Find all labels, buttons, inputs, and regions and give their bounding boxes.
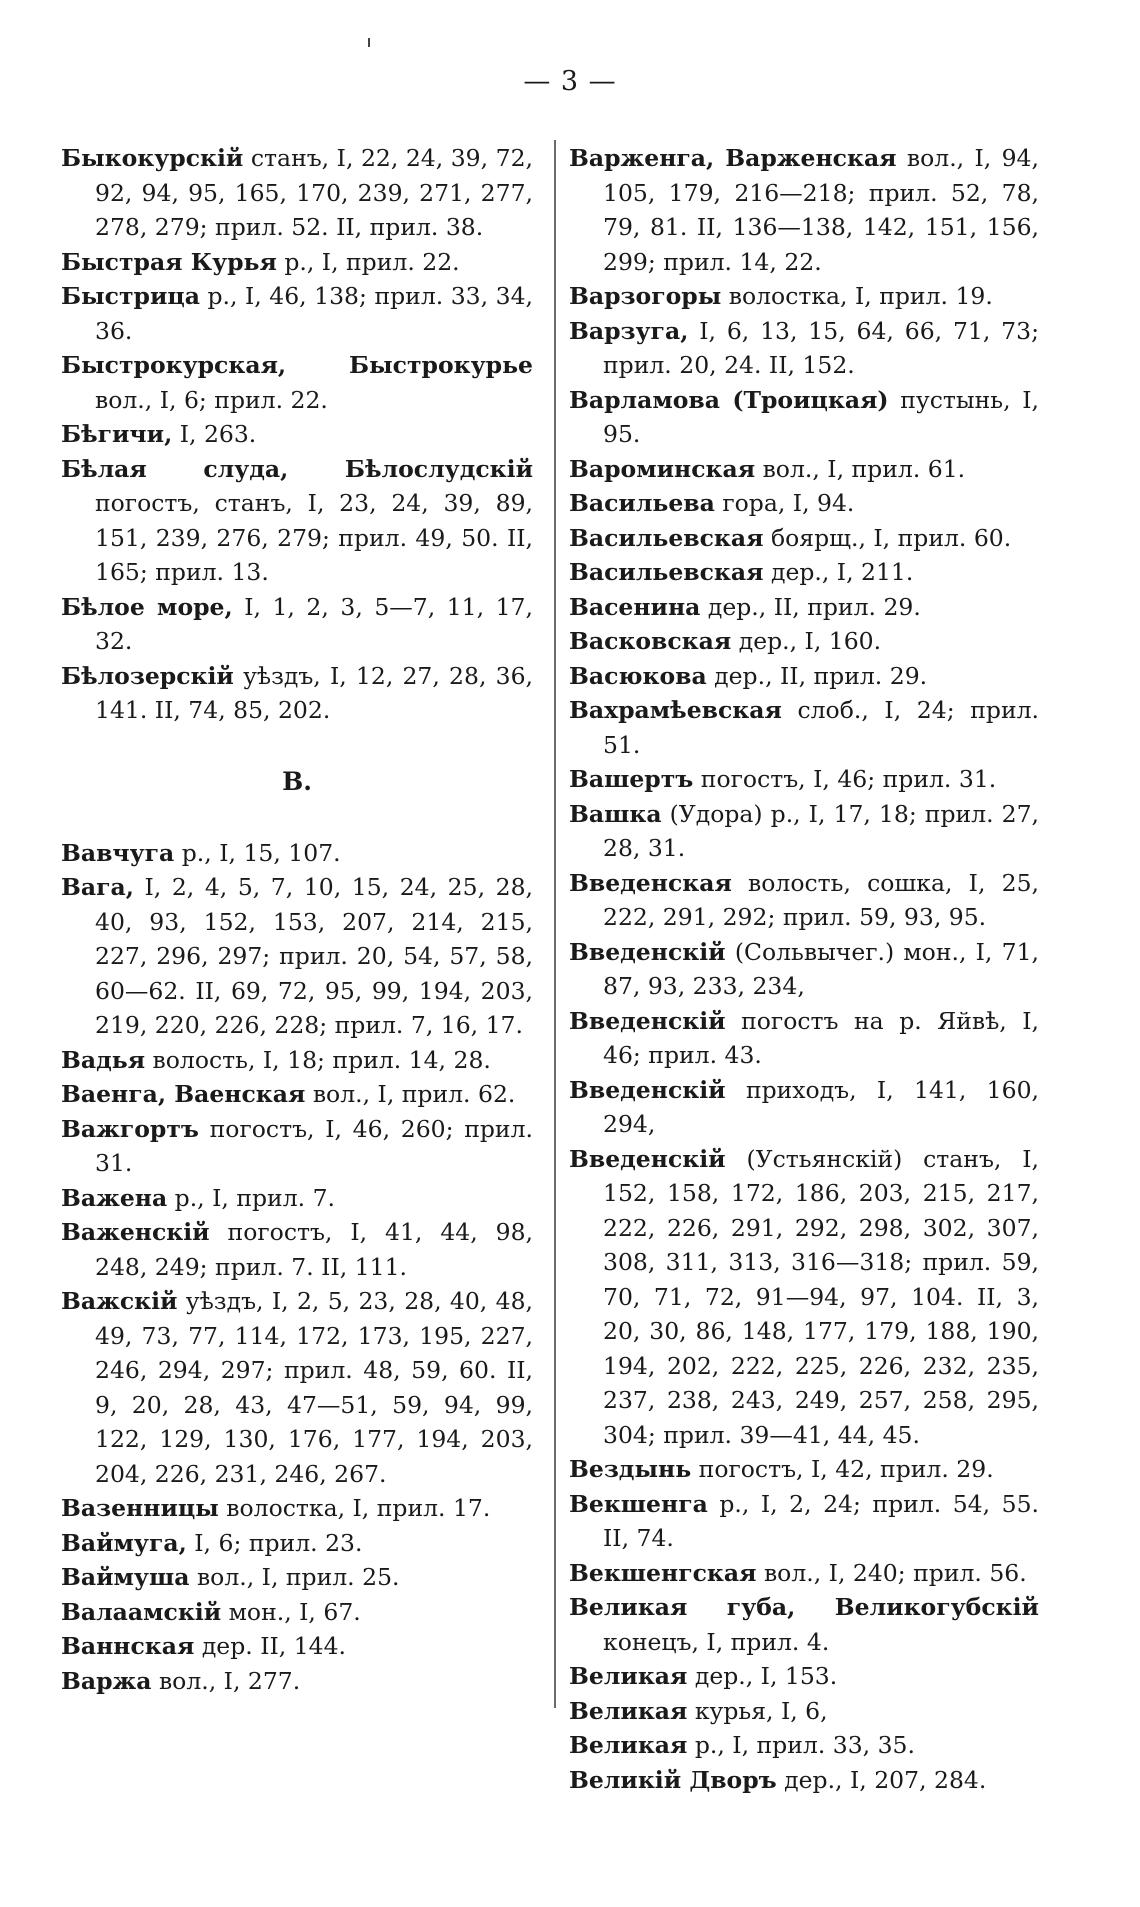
index-entry bbox=[61, 1077, 533, 1112]
entry-headword: Важгортъ bbox=[61, 1114, 199, 1143]
index-entry bbox=[61, 836, 533, 871]
entry-references: I, 263. bbox=[172, 420, 257, 448]
index-entry bbox=[569, 486, 1039, 521]
entry-references: волостка, I, прил. 19. bbox=[721, 282, 993, 310]
index-entry bbox=[61, 1181, 533, 1216]
entry-headword: Васильева bbox=[569, 489, 715, 517]
index-entry bbox=[61, 1629, 533, 1664]
index-entry bbox=[61, 141, 533, 245]
entry-references: I, 6, 13, 15, 64, 66, 71, 73; прил. 20, 24. II, 152. bbox=[603, 316, 1039, 379]
index-entry bbox=[61, 417, 533, 452]
index-entry bbox=[569, 624, 1039, 659]
index-entry bbox=[569, 1142, 1039, 1453]
entry-headword: Васенина bbox=[569, 592, 701, 621]
entry-headword: Введенскій bbox=[569, 1075, 726, 1104]
entry-headword: Важенскій bbox=[61, 1218, 210, 1246]
entry-references: (Устьянскій) станъ, I, 152, 158, 172, 186, 203, 215, 217, 222, 226, 291, 292, 298, 302, 307, 308, 311, 313, 316—318; прил. 59, 70, 71, 72, 91—94, 97, 104. II, 3, 20, 30, 86, 148, 177, 179, 188, 190, 194, 202, 222, 225, 226, 232, 235, 237, 238, 243, 249, 257, 258, 295, 304; прил. 39—41, 44, 45. bbox=[603, 1144, 1039, 1449]
entry-references: дер., II, прил. 29. bbox=[700, 592, 921, 621]
entry-references: вол., I, 94, 105, 179, 216—218; прил. 52, 78, 79, 81. II, 136—138, 142, 151, 156, 299; прил. 14, 22. bbox=[603, 144, 1039, 276]
entry-references: пустынь, I, 95. bbox=[603, 385, 1039, 448]
entry-headword: Быстрокурская, Быстрокурье bbox=[61, 351, 533, 379]
entry-headword: Варжа bbox=[61, 1666, 152, 1695]
entry-headword: Варзуга, bbox=[569, 316, 689, 345]
entry-headword: Великая bbox=[569, 1696, 688, 1725]
entry-headword: Вашертъ bbox=[569, 765, 694, 793]
entry-headword: Вазенницы bbox=[61, 1494, 219, 1522]
entry-references: слоб., I, 24; прил. 51. bbox=[603, 696, 1039, 759]
index-entry bbox=[61, 1595, 533, 1630]
index-entry bbox=[569, 1073, 1039, 1142]
entry-headword: Важскій bbox=[61, 1287, 178, 1315]
index-entry bbox=[569, 1452, 1039, 1487]
print-mark bbox=[368, 38, 370, 47]
entry-references: погостъ, I, 42, прил. 29. bbox=[691, 1455, 994, 1483]
index-entry bbox=[61, 452, 533, 590]
entry-headword: Быкокурскій bbox=[61, 144, 244, 172]
index-entry bbox=[61, 1215, 533, 1284]
entry-references: конецъ, I, прил. 4. bbox=[603, 1627, 830, 1656]
entry-headword: Варженга, Варженская bbox=[569, 144, 897, 172]
entry-headword: Вадья bbox=[61, 1045, 146, 1074]
entry-references: уѣздъ, I, 12, 27, 28, 36, 141. II, 74, 85, 202. bbox=[95, 661, 533, 724]
entry-references: дер., II, прил. 29. bbox=[706, 661, 928, 690]
entry-references: I, 2, 4, 5, 7, 10, 15, 24, 25, 28, 40, 93, 152, 153, 207, 214, 215, 227, 296, 297; прил. 20, 54, 57, 58, 60—62. II, 69, 72, 95, 99, 194, 203, 219, 220, 226, 228; прил. 7, 16, 17. bbox=[95, 873, 533, 1039]
entry-headword: Ваенга, Ваенская bbox=[61, 1080, 306, 1108]
entry-references: р., I, 15, 107. bbox=[174, 838, 341, 867]
entry-references: погостъ на р. Яйвѣ, I, 46; прил. 43. bbox=[603, 1006, 1039, 1069]
entry-headword: Варзогоры bbox=[569, 282, 722, 310]
index-entry bbox=[569, 1556, 1039, 1591]
index-entry bbox=[569, 693, 1039, 762]
entry-headword: Введенскій bbox=[569, 937, 726, 966]
entry-references: дер., I, 211. bbox=[763, 558, 914, 586]
entry-references: вол., I, 240; прил. 56. bbox=[756, 1558, 1027, 1587]
entry-references: р., I, прил. 33, 35. bbox=[687, 1731, 915, 1759]
entry-headword: Быстрица bbox=[61, 282, 200, 310]
entry-references: I, 1, 2, 3, 5—7, 11, 17, 32. bbox=[95, 592, 533, 655]
entry-references: приходъ, I, 141, 160, 294, bbox=[603, 1075, 1039, 1138]
entry-headword: Вахрамѣевская bbox=[569, 696, 782, 724]
index-entry bbox=[569, 797, 1039, 866]
index-entry bbox=[61, 1043, 533, 1078]
index-entry bbox=[61, 279, 533, 348]
entry-references: волость, сошка, I, 25, 222, 291, 292; прил. 59, 93, 95. bbox=[603, 868, 1039, 931]
index-entry bbox=[569, 762, 1039, 797]
entry-headword: Васюкова bbox=[569, 661, 707, 690]
index-entry bbox=[569, 590, 1039, 625]
index-entry bbox=[569, 1590, 1039, 1659]
entry-references: гора, I, 94. bbox=[714, 489, 855, 517]
entry-headword: Введенскій bbox=[569, 1006, 726, 1035]
entry-headword: Векшенга bbox=[569, 1489, 708, 1518]
entry-headword: Бѣлозерскій bbox=[61, 661, 234, 690]
entry-references: погостъ, I, 46; прил. 31. bbox=[693, 765, 997, 793]
entry-headword: Бѣлое море, bbox=[61, 592, 233, 621]
index-entry bbox=[569, 279, 1039, 314]
index-entry bbox=[61, 1560, 533, 1595]
entry-headword: Васковская bbox=[569, 627, 732, 655]
entry-references: дер., I, 160. bbox=[731, 627, 882, 655]
entry-references: I, 6; прил. 23. bbox=[186, 1528, 363, 1557]
entry-headword: Вага, bbox=[61, 873, 134, 901]
column-divider bbox=[554, 140, 556, 1708]
index-entry bbox=[569, 521, 1039, 556]
index-entry bbox=[569, 866, 1039, 935]
entry-headword: Великая bbox=[569, 1731, 688, 1759]
entry-references: р., I, прил. 7. bbox=[167, 1183, 336, 1212]
entry-references: вол., I, прил. 61. bbox=[755, 454, 966, 483]
index-entry bbox=[569, 555, 1039, 590]
entry-references: вол., I, прил. 25. bbox=[189, 1563, 400, 1591]
index-entry bbox=[61, 245, 533, 280]
entry-headword: Быстрая Курья bbox=[61, 247, 277, 276]
entry-references: р., I, прил. 22. bbox=[276, 247, 460, 276]
entry-headword: Вароминская bbox=[569, 454, 756, 483]
entry-references: дер. II, 144. bbox=[194, 1632, 347, 1660]
entry-references: дер., I, 207, 284. bbox=[776, 1765, 987, 1794]
entry-references: мон., I, 67. bbox=[221, 1597, 361, 1626]
entry-headword: Васильевская bbox=[569, 558, 764, 586]
entry-references: (Удора) р., I, 17, 18; прил. 27, 28, 31. bbox=[603, 799, 1039, 862]
entry-references: вол., I, прил. 62. bbox=[305, 1080, 516, 1108]
entry-references: волостка, I, прил. 17. bbox=[218, 1494, 491, 1522]
entry-references: станъ, I, 22, 24, 39, 72, 92, 94, 95, 165, 170, 239, 271, 277, 278, 279; прил. 52. II, прил. 38. bbox=[95, 144, 533, 241]
index-entry bbox=[61, 1284, 533, 1491]
index-entry bbox=[61, 348, 533, 417]
entry-references: волость, I, 18; прил. 14, 28. bbox=[145, 1045, 491, 1074]
entry-headword: Великій Дворъ bbox=[569, 1765, 777, 1794]
entry-headword: Векшенгская bbox=[569, 1558, 757, 1587]
index-column-right bbox=[569, 141, 1039, 1797]
entry-headword: Ваймуга, bbox=[61, 1528, 187, 1557]
index-entry bbox=[61, 1112, 533, 1181]
entry-headword: Введенская bbox=[569, 868, 732, 897]
entry-references: вол., I, 277. bbox=[151, 1666, 301, 1695]
entry-headword: Великая bbox=[569, 1662, 688, 1690]
entry-references: уѣздъ, I, 2, 5, 23, 28, 40, 48, 49, 73, 77, 114, 172, 173, 195, 227, 246, 294, 297; прил. 48, 59, 60. II, 9, 20, 28, 43, 47—51, 59, 94, 99, 122, 129, 130, 176, 177, 194, 203, 204, 226, 231, 246, 267. bbox=[95, 1287, 533, 1488]
index-entry bbox=[569, 314, 1039, 383]
section-letter: В. bbox=[282, 766, 312, 796]
index-entry bbox=[569, 1004, 1039, 1073]
entry-headword: Бѣгичи, bbox=[61, 420, 173, 448]
page-number: — 3 — bbox=[523, 66, 617, 97]
index-entry bbox=[569, 935, 1039, 1004]
entry-headword: Вашка bbox=[569, 799, 662, 828]
index-entry bbox=[569, 1728, 1039, 1763]
entry-references: курья, I, 6, bbox=[687, 1696, 828, 1725]
entry-references: р., I, 46, 138; прил. 33, 34, 36. bbox=[95, 282, 533, 345]
entry-headword: Важена bbox=[61, 1183, 168, 1212]
index-column-left bbox=[61, 141, 533, 1698]
entry-references: р., I, 2, 24; прил. 54, 55. II, 74. bbox=[603, 1489, 1039, 1552]
index-entry bbox=[569, 1763, 1039, 1798]
entry-headword: Вездынь bbox=[569, 1455, 692, 1483]
entry-headword: Валаамскій bbox=[61, 1597, 222, 1626]
index-entry bbox=[569, 1487, 1039, 1556]
entry-headword: Великая губа, Великогубскій bbox=[569, 1593, 1039, 1621]
index-entry bbox=[569, 1659, 1039, 1694]
index-entry bbox=[61, 870, 533, 1043]
index-entry bbox=[61, 1664, 533, 1699]
index-entry bbox=[569, 1694, 1039, 1729]
entry-headword: Ваймуша bbox=[61, 1563, 190, 1591]
entry-headword: Вавчуга bbox=[61, 838, 175, 867]
index-entry bbox=[569, 141, 1039, 279]
entry-references: дер., I, 153. bbox=[687, 1662, 838, 1690]
entry-references: погостъ, I, 46, 260; прил. 31. bbox=[95, 1114, 533, 1177]
index-entry bbox=[61, 659, 533, 728]
entry-headword: Варламова (Троицкая) bbox=[569, 385, 889, 414]
entry-headword: Бѣлая слуда, Бѣлослудскій bbox=[61, 454, 533, 483]
entry-headword: Введенскій bbox=[569, 1144, 726, 1173]
entry-references: боярщ., I, прил. 60. bbox=[763, 523, 1012, 552]
index-entry bbox=[61, 590, 533, 659]
entry-headword: Ваннская bbox=[61, 1632, 195, 1660]
index-entry bbox=[61, 1491, 533, 1526]
entry-references: вол., I, 6; прил. 22. bbox=[95, 385, 328, 414]
index-entry bbox=[569, 383, 1039, 452]
index-entry bbox=[569, 659, 1039, 694]
entry-references: погостъ, I, 41, 44, 98, 248, 249; прил. 7. II, 111. bbox=[95, 1218, 533, 1281]
index-entry bbox=[61, 1526, 533, 1561]
entry-references: (Сольвычег.) мон., I, 71, 87, 93, 233, 234, bbox=[603, 937, 1039, 1000]
entry-references: погостъ, станъ, I, 23, 24, 39, 89, 151, 239, 276, 279; прил. 49, 50. II, 165; прил. 13. bbox=[95, 489, 533, 586]
index-entry bbox=[569, 452, 1039, 487]
entry-headword: Васильевская bbox=[569, 523, 764, 552]
